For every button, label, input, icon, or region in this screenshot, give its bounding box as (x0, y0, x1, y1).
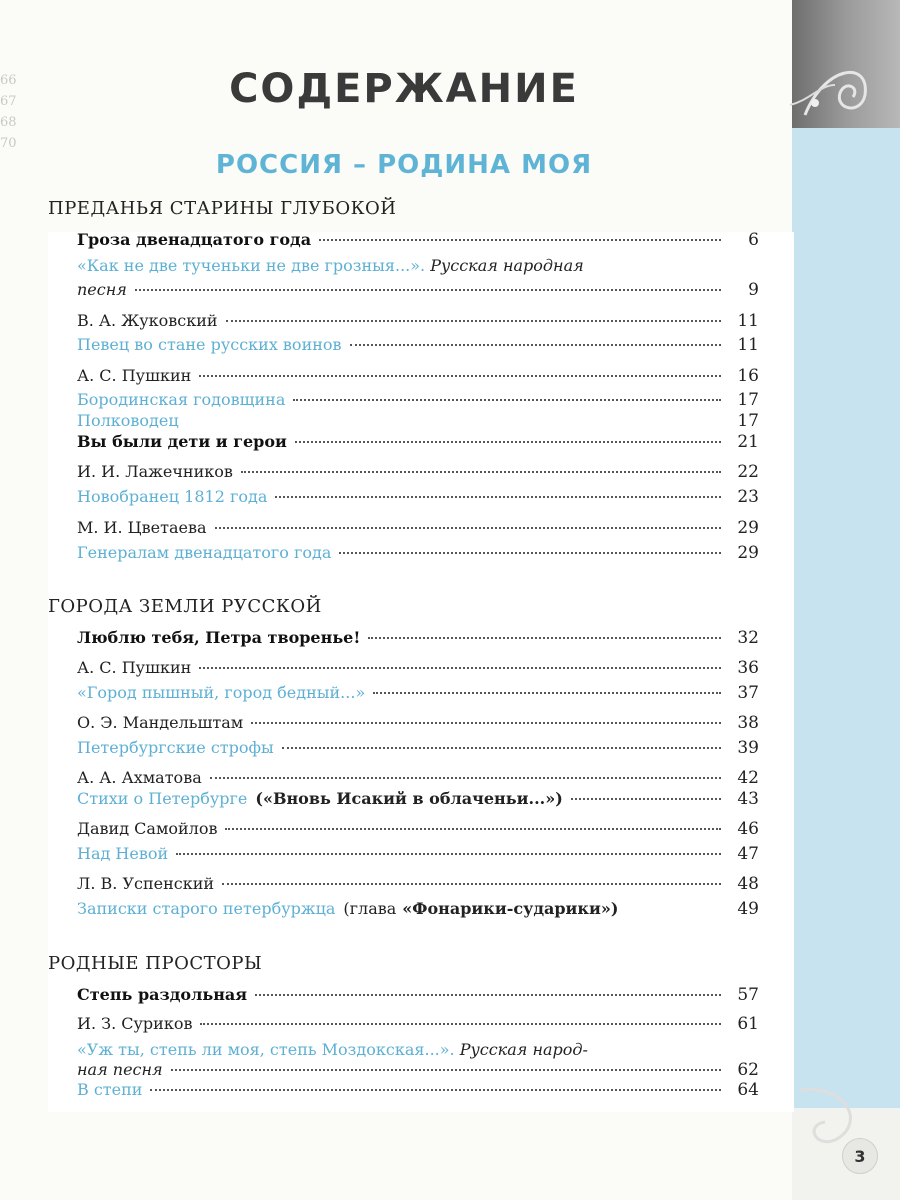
entry-label: «Уж ты, степь ли моя, степь Моздокская...». (77, 1040, 455, 1059)
entry-label: М. И. Цветаева (77, 518, 207, 537)
entry-page: 48 (737, 874, 759, 894)
dot-leader (226, 320, 721, 322)
toc-entry[interactable] (77, 390, 759, 410)
entry-page: 49 (737, 899, 759, 919)
entry-label: «Как не две тученьки не две грозныя...». (77, 256, 426, 275)
entry-page: 32 (737, 628, 759, 648)
dot-leader (339, 552, 721, 554)
entry-page: 6 (748, 230, 759, 250)
toc-entry[interactable] (77, 1014, 759, 1034)
entry-label: Вы были дети и герои (77, 432, 287, 451)
entry-label: И. З. Суриков (77, 1014, 193, 1033)
entry-genre-continued: ная песня (77, 1060, 163, 1079)
dot-leader (295, 441, 721, 443)
toc-entry[interactable] (77, 874, 759, 894)
entry-label: Л. В. Успенский (77, 874, 215, 893)
dot-leader (373, 692, 721, 694)
toc-entry[interactable] (77, 432, 759, 452)
entry-page: 23 (737, 487, 759, 507)
dot-leader (251, 722, 721, 724)
dot-leader (293, 399, 721, 401)
dot-leader (241, 471, 721, 473)
toc-entry[interactable] (77, 366, 759, 386)
entry-subtitle: «Фонарики-сударики») (402, 899, 619, 918)
entry-label: Степь раздольная (77, 985, 248, 1004)
adjacent-page-bleed (0, 70, 40, 550)
toc-entry-first-line[interactable] (77, 256, 759, 276)
dot-leader (225, 828, 721, 830)
entry-label: Певец во стане русских воинов (77, 335, 342, 354)
toc-entry[interactable] (77, 713, 759, 733)
entry-label: Полководец (77, 411, 179, 430)
section-title: ГОРОДА ЗЕМЛИ РУССКОЙ (48, 596, 322, 617)
entry-label: Люблю тебя, Петра творенье! (77, 628, 361, 647)
toc-entry[interactable] (77, 789, 759, 809)
dot-leader (171, 1069, 721, 1071)
entry-page: 57 (737, 985, 759, 1005)
side-band-blue (792, 128, 900, 1108)
entry-label: Гроза двенадцатого года (77, 230, 312, 249)
entry-label: О. Э. Мандельштам (77, 713, 244, 732)
toc-entry[interactable] (77, 683, 759, 703)
bleed-number: 70 (0, 136, 17, 151)
toc-entry[interactable] (77, 487, 759, 507)
entry-page: 36 (737, 658, 759, 678)
dot-leader (275, 496, 721, 498)
section-title: РОДНЫЕ ПРОСТОРЫ (48, 953, 263, 974)
dot-leader (319, 239, 721, 241)
entry-page: 9 (748, 280, 759, 300)
page-title: СОДЕРЖАНИЕ (229, 66, 579, 112)
dot-leader (150, 1089, 721, 1091)
toc-entry[interactable] (77, 411, 759, 431)
page-number: 3 (842, 1138, 878, 1174)
dot-leader (222, 883, 721, 885)
entry-page: 46 (737, 819, 759, 839)
toc-entry[interactable] (77, 518, 759, 538)
entry-page: 47 (737, 844, 759, 864)
entry-page: 62 (737, 1060, 759, 1080)
toc-entry[interactable] (77, 311, 759, 331)
dot-leader (210, 777, 721, 779)
entry-label: Давид Самойлов (77, 819, 218, 838)
part-title: РОССИЯ – РОДИНА МОЯ (215, 150, 593, 180)
toc-entry[interactable] (77, 985, 759, 1005)
entry-page: 21 (737, 432, 759, 452)
entry-label: Петербургские строфы (77, 738, 274, 757)
toc-entry[interactable] (77, 658, 759, 678)
entry-subtitle-prefix: (глава (343, 899, 397, 918)
entry-genre-continued: песня (77, 280, 127, 299)
dot-leader (368, 637, 721, 639)
toc-entry[interactable] (77, 280, 759, 300)
entry-label: И. И. Лажечников (77, 462, 233, 481)
bleed-number: 68 (0, 115, 17, 130)
entry-label: Стихи о Петербурге (77, 789, 248, 808)
bleed-number: 67 (0, 94, 17, 109)
entry-label: А. С. Пушкин (77, 366, 192, 385)
entry-label: Генералам двенадцатого года (77, 543, 332, 562)
entry-genre: Русская народ- (459, 1040, 588, 1059)
entry-label: А. С. Пушкин (77, 658, 192, 677)
entry-page: 29 (737, 543, 759, 563)
dot-leader (199, 375, 721, 377)
entry-label: Над Невой (77, 844, 169, 863)
entry-label: В. А. Жуковский (77, 311, 218, 330)
dot-leader (571, 798, 721, 800)
entry-page: 11 (737, 311, 759, 331)
toc-entry[interactable] (77, 738, 759, 758)
section-title: ПРЕДАНЬЯ СТАРИНЫ ГЛУБОКОЙ (48, 198, 397, 219)
toc-entry[interactable] (77, 768, 759, 788)
entry-page: 11 (737, 335, 759, 355)
entry-page: 42 (737, 768, 759, 788)
dot-leader (255, 994, 721, 996)
toc-entry[interactable] (77, 335, 759, 355)
entry-page: 22 (737, 462, 759, 482)
toc-entry[interactable] (77, 462, 759, 482)
toc-entry[interactable] (77, 1060, 759, 1080)
dot-leader (187, 420, 721, 422)
dot-leader (199, 667, 721, 669)
entry-label: «Город пышный, город бедный...» (77, 683, 366, 702)
entry-label: Бородинская годовщина (77, 390, 286, 409)
entry-page: 38 (737, 713, 759, 733)
toc-entry-first-line[interactable] (77, 1040, 759, 1060)
entry-label: А. А. Ахматова (77, 768, 202, 787)
entry-page: 17 (737, 411, 759, 431)
dot-leader (282, 747, 721, 749)
entry-page: 39 (737, 738, 759, 758)
toc-entry[interactable] (77, 1080, 759, 1100)
toc-entry[interactable] (77, 899, 759, 919)
entry-genre: Русская народная (430, 256, 584, 275)
entry-label: Новобранец 1812 года (77, 487, 268, 506)
toc-entry[interactable] (77, 819, 759, 839)
toc-entry[interactable] (77, 230, 759, 250)
dot-leader (350, 344, 721, 346)
dot-leader (626, 908, 721, 910)
entry-page: 37 (737, 683, 759, 703)
dot-leader (200, 1023, 721, 1025)
entry-page: 17 (737, 390, 759, 410)
dot-leader (135, 289, 721, 291)
entry-page: 61 (737, 1014, 759, 1034)
bleed-number: 66 (0, 73, 17, 88)
entry-page: 16 (737, 366, 759, 386)
dot-leader (176, 853, 721, 855)
toc-entry[interactable] (77, 628, 759, 648)
entry-page: 64 (737, 1080, 759, 1100)
entry-label: В степи (77, 1080, 143, 1099)
toc-entry[interactable] (77, 844, 759, 864)
entry-page: 43 (737, 789, 759, 809)
toc-entry[interactable] (77, 543, 759, 563)
entry-page: 29 (737, 518, 759, 538)
dot-leader (215, 527, 721, 529)
entry-label: Записки старого петербуржца (77, 899, 336, 918)
entry-subtitle: («Вновь Исакий в облаченьи...») (255, 789, 563, 808)
